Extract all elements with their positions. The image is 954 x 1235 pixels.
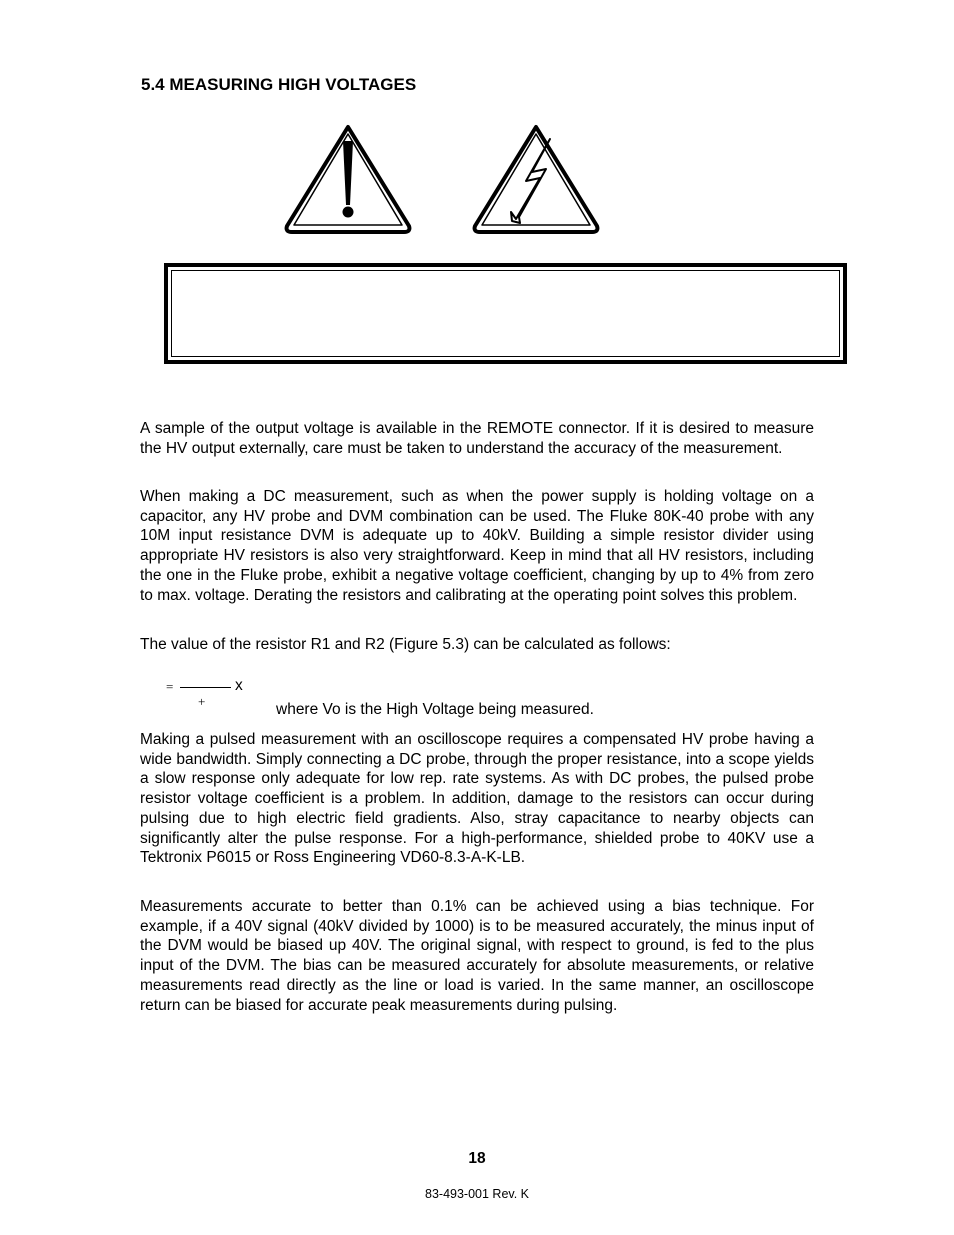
paragraph-pulsed-measurement: Making a pulsed measurement with an oscilloscope requires a compensated HV probe having a wide bandwidth. Simply connecting a DC probe, through the proper resistance, into a scope yields a slow response only adequate for low rep. rate systems. As with DC probes, the pulsed probe resistor voltage coefficient is a problem. In addition, damage to the resistors can occur during pulsing due to high electric field gradients. Also, stray capacitance to nearby objects can significantly alter the pulse response. For a high-performance, shielded probe to 40KV use a Tektronix P6015 or Ross Engineering VD60-8.3-A-K-LB.: [140, 731, 814, 867]
warning-box: [164, 263, 847, 364]
resistor-formula: [163, 676, 283, 712]
paragraph-dc-measurement: When making a DC measurement, such as when the power supply is holding voltage on a capacitor, any HV probe and DVM combination can be used. The Fluke 80K-40 probe with any 10M input resistance DVM is adequate up to 40kV. Building a simple resistor divider using appropriate HV resistors is also very straightforward. Keep in mind that all HV resistors, including the one in the Fluke probe, exhibit a negative voltage coefficient, changing by up to 4% from zero to max. voltage. Derating the resistors and calibrating at the operating point solves this problem.: [140, 488, 814, 604]
warning-box-inner: [171, 270, 840, 357]
document-id: 83-493-001 Rev. K: [425, 1187, 529, 1201]
paragraph-resistor-values: The value of the resistor R1 and R2 (Figure 5.3) can be calculated as follows:: [140, 636, 671, 653]
high-voltage-triangle-icon: [470, 121, 602, 240]
section-heading: 5.4 MEASURING HIGH VOLTAGES: [141, 75, 417, 94]
formula-fraction-bar: [180, 687, 231, 688]
warning-triangle-icon: [282, 121, 414, 240]
formula-plus: +: [198, 694, 206, 709]
paragraph-remote-sample: A sample of the output voltage is available in the REMOTE connector. If it is desired to measure the HV output externally, care must be taken to understand the accuracy of the measurement.: [140, 420, 814, 457]
formula-equals: =: [166, 679, 174, 694]
paragraph-bias-technique: Measurements accurate to better than 0.1% can be achieved using a bias technique. For example, if a 40V signal (40kV divided by 1000) is to be measured accurately, the minus input of the DVM would be biased up 40V. The original signal, with respect to ground, is fed to the plus input of the DVM. The bias can be measured accurately for absolute measurements, or relative measurements read directly as the line or load is varied. In the same manner, an oscilloscope return can be biased for accurate peak measurements during pulsing.: [140, 898, 814, 1014]
page-number: 18: [468, 1150, 486, 1167]
formula-times: x: [235, 677, 243, 694]
formula-note: where Vo is the High Voltage being measured.: [276, 701, 594, 718]
